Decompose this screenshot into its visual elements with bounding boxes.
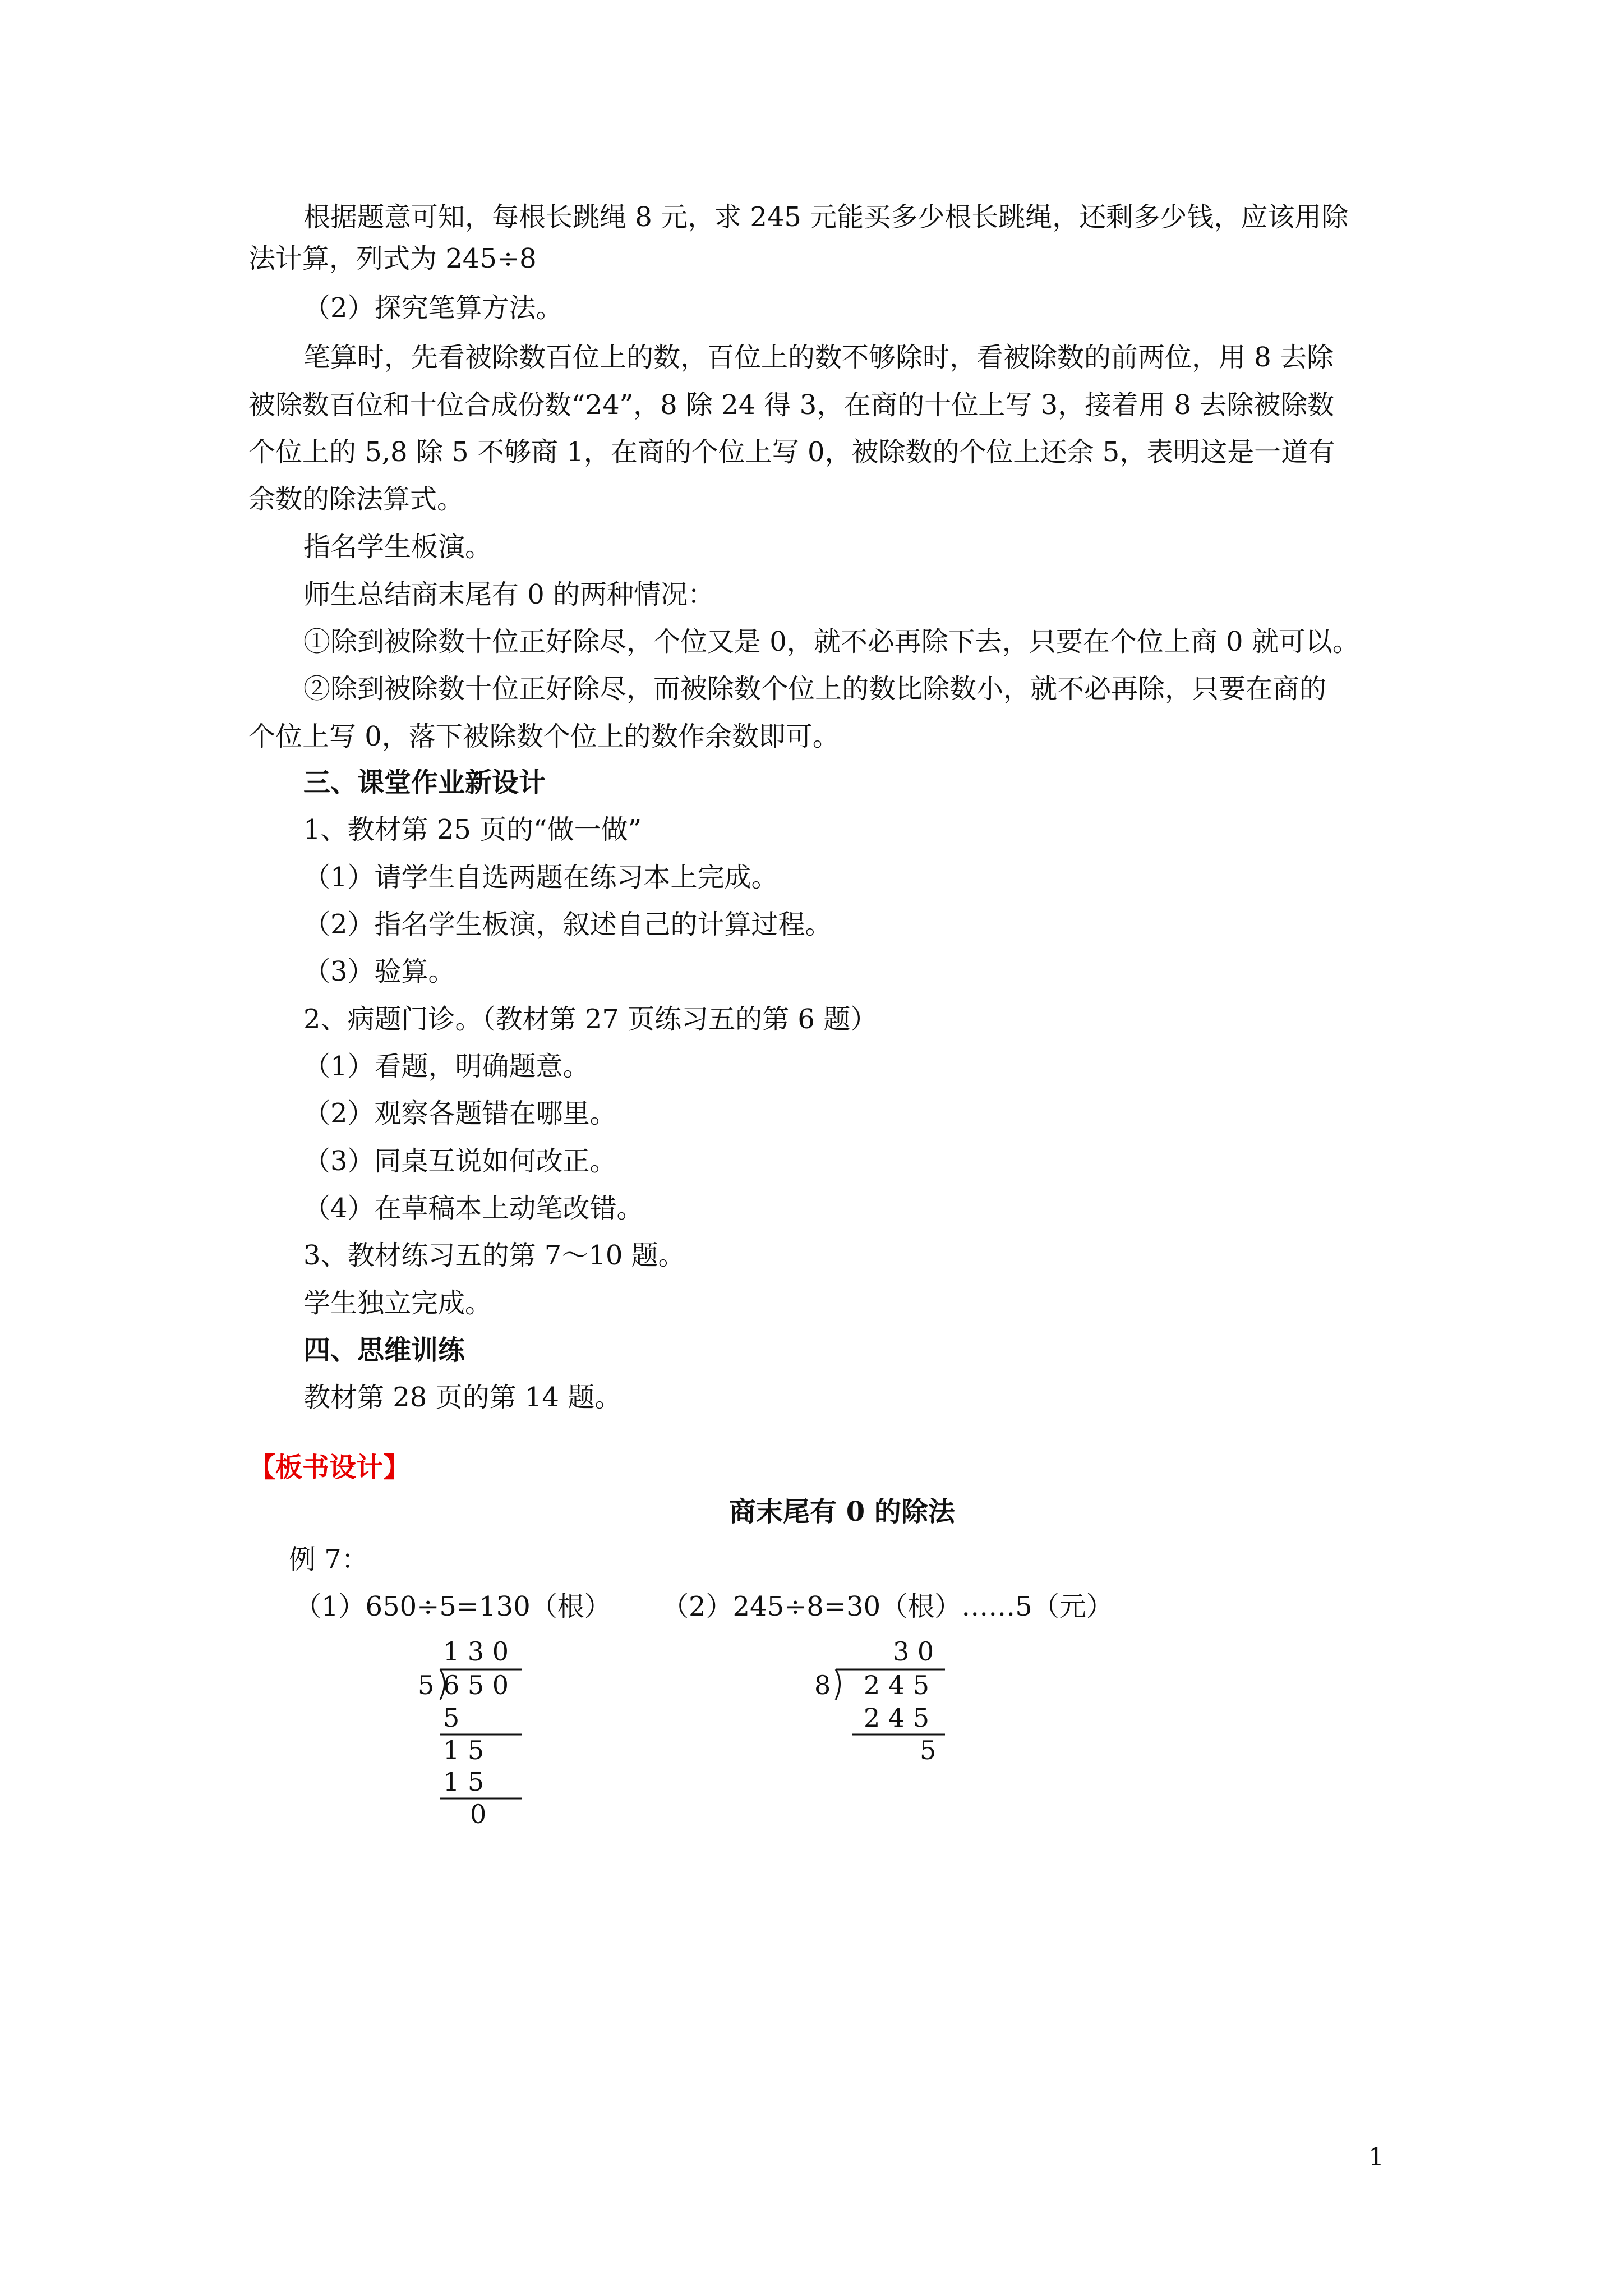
quotient: 1 3 0 — [443, 1636, 509, 1667]
paragraph: 2、病题门诊。（教材第 27 页练习五的第 6 题） — [303, 1004, 878, 1035]
board-design-heading: 【板书设计】 — [248, 1452, 411, 1483]
partial-dividend: 1 5 — [443, 1735, 485, 1765]
paragraph: 余数的除法算式。 — [248, 484, 464, 515]
long-division-245-by-8 — [808, 1627, 953, 1773]
divisor: 5 — [418, 1670, 435, 1700]
paragraph: （2）指名学生板演，叙述自己的计算过程。 — [303, 909, 832, 940]
page-number: 1 — [1368, 2143, 1384, 2171]
paragraph: 法计算，列式为 245÷8 — [248, 243, 537, 274]
product-step: 5 — [443, 1703, 460, 1733]
paragraph: 学生独立完成。 — [303, 1287, 492, 1319]
paragraph: 教材第 28 页的第 14 题。 — [303, 1382, 622, 1413]
equation-2: （2）245÷8=30（根）……5（元） — [662, 1591, 1113, 1622]
paragraph: （1）看题，明确题意。 — [303, 1051, 590, 1082]
paragraph: 1、教材第 25 页的“做一做” — [303, 814, 642, 845]
remainder: 0 — [470, 1799, 487, 1829]
dividend: 2 4 5 — [864, 1670, 930, 1700]
section-heading: 三、课堂作业新设计 — [303, 767, 546, 798]
section-heading: 四、思维训练 — [303, 1335, 465, 1366]
paragraph: （3）验算。 — [303, 956, 455, 987]
paragraph: 个位上写 0，落下被除数个位上的数作余数即可。 — [248, 721, 840, 752]
quotient: 3 0 — [893, 1636, 934, 1667]
paragraph: （4）在草稿本上动笔改错。 — [303, 1193, 644, 1224]
paragraph: 笔算时，先看被除数百位上的数，百位上的数不够除时，看被除数的前两位，用 8 去除 — [303, 342, 1334, 373]
paragraph: 3、教材练习五的第 7～10 题。 — [303, 1240, 685, 1271]
equation-1: （1）650÷5=130（根） — [294, 1591, 611, 1622]
paragraph: （1）请学生自选两题在练习本上完成。 — [303, 862, 778, 893]
paragraph: 根据题意可知，每根长跳绳 8 元，求 245 元能买多少根长跳绳，还剩多少钱，应该用除 — [303, 201, 1349, 233]
board-title: 商末尾有 0 的除法 — [729, 1496, 955, 1527]
long-division-650-by-5 — [409, 1627, 544, 1840]
paragraph: 被除数百位和十位合成份数“24”，8 除 24 得 3，在商的十位上写 3，接着用 8 去除被除数 — [248, 389, 1335, 421]
paragraph: ②除到被除数十位正好除尽，而被除数个位上的数比除数小，就不必再除，只要在商的 — [303, 673, 1327, 705]
paragraph: （3）同桌互说如何改正。 — [303, 1145, 617, 1177]
paragraph: ①除到被除数十位正好除尽，个位又是 0，就不必再除下去，只要在个位上商 0 就可以。 — [303, 626, 1359, 657]
dividend: 6 5 0 — [443, 1670, 509, 1700]
remainder: 5 — [920, 1735, 937, 1765]
divisor: 8 — [814, 1670, 831, 1700]
paragraph: 指名学生板演。 — [303, 531, 492, 563]
paragraph: 个位上的 5,8 除 5 不够商 1，在商的个位上写 0，被除数的个位上还余 5，表明这是一道有 — [248, 436, 1335, 468]
paragraph: （2）探究笔算方法。 — [303, 292, 563, 324]
paragraph: （2）观察各题错在哪里。 — [303, 1098, 617, 1129]
paragraph: 师生总结商末尾有 0 的两种情况： — [303, 579, 715, 610]
example-label: 例 7： — [289, 1544, 368, 1575]
product-step: 1 5 — [443, 1766, 485, 1797]
product-step: 2 4 5 — [864, 1703, 930, 1733]
